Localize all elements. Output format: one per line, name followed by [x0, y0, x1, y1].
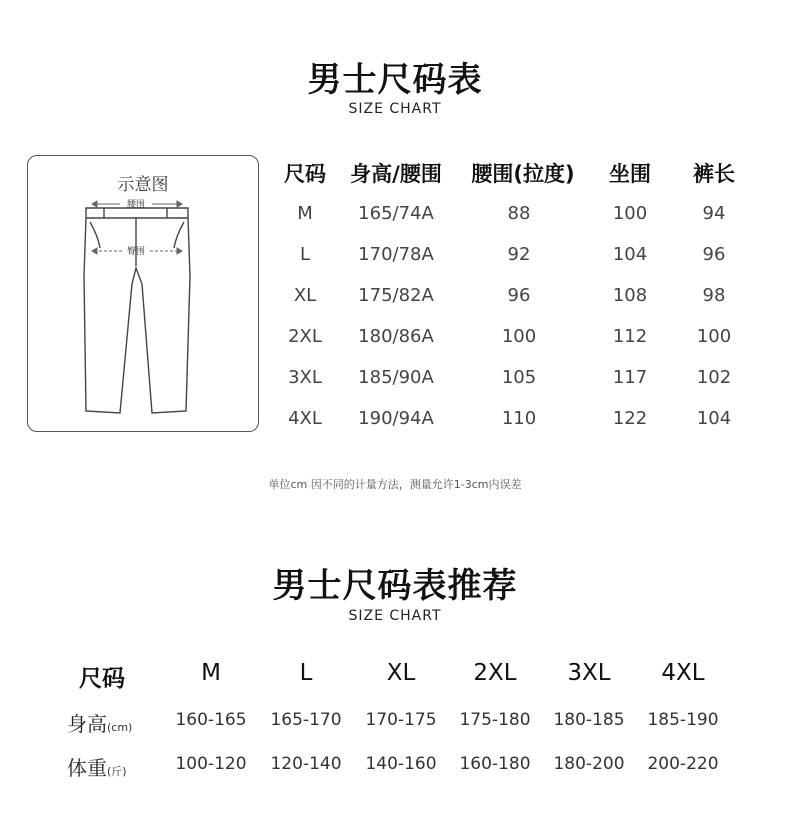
recommend-size-header: 3XL	[567, 660, 611, 686]
cell-length: 98	[702, 285, 726, 306]
cell-size: 2XL	[288, 326, 322, 347]
cell-hip: 104	[612, 244, 648, 265]
recommend-cell: 120-140	[270, 754, 342, 774]
cell-waist-stretch: 96	[507, 285, 531, 306]
row-label-text: 身高	[67, 712, 107, 736]
cell-size: XL	[293, 285, 317, 306]
measurement-note: 单位cm 因不同的计量方法，测量允许1-3cm内误差	[268, 478, 522, 491]
cell-waist-stretch: 92	[507, 244, 531, 265]
recommend-size-header: 4XL	[661, 660, 705, 686]
cell-waist-stretch: 105	[501, 367, 537, 388]
cell-height-waist: 180/86A	[358, 326, 434, 347]
recommend-cell: 140-160	[365, 754, 437, 774]
cell-height-waist: 170/78A	[358, 244, 434, 265]
recommend-size-header: M	[201, 660, 221, 686]
row-label-text: 体重	[67, 756, 107, 780]
cell-length: 102	[696, 367, 732, 388]
recommend-cell: 175-180	[459, 710, 531, 730]
cell-length: 104	[696, 408, 732, 429]
recommend-size-header: L	[299, 660, 313, 686]
cell-hip: 112	[612, 326, 648, 347]
recommend-size-header: 2XL	[473, 660, 517, 686]
cell-length: 100	[696, 326, 732, 347]
pants-diagram	[27, 155, 259, 432]
recommend-row-label	[67, 708, 132, 737]
header-hip: 坐围	[609, 162, 651, 186]
cell-length: 96	[702, 244, 726, 265]
cell-hip: 108	[612, 285, 648, 306]
diagram-title: 示意图	[117, 175, 169, 195]
cell-height-waist: 185/90A	[358, 367, 434, 388]
cell-height-waist: 165/74A	[358, 203, 434, 224]
cell-waist-stretch: 110	[501, 408, 537, 429]
recommend-cell: 180-200	[553, 754, 625, 774]
size-chart-subtitle: SIZE CHART	[348, 101, 442, 117]
pants-outline-icon	[28, 156, 260, 433]
cell-length: 94	[702, 203, 726, 224]
recommend-subtitle: SIZE CHART	[348, 608, 442, 624]
recommend-header-size: 尺码	[79, 666, 125, 692]
cell-waist-stretch: 100	[501, 326, 537, 347]
row-label-unit: (斤)	[107, 765, 127, 778]
header-height-waist: 身高/腰围	[350, 162, 442, 186]
recommend-cell: 100-120	[175, 754, 247, 774]
cell-size: M	[297, 203, 313, 224]
cell-height-waist: 175/82A	[358, 285, 434, 306]
recommend-cell: 200-220	[647, 754, 719, 774]
recommend-cell: 185-190	[647, 710, 719, 730]
cell-size: 3XL	[288, 367, 322, 388]
row-label-unit: (cm)	[107, 721, 133, 734]
cell-hip: 117	[612, 367, 648, 388]
recommend-cell: 165-170	[270, 710, 342, 730]
recommend-cell: 160-165	[175, 710, 247, 730]
recommend-title: 男士尺码表推荐	[272, 566, 518, 606]
recommend-cell: 160-180	[459, 754, 531, 774]
recommend-row-label	[67, 752, 127, 781]
cell-hip: 100	[612, 203, 648, 224]
cell-hip: 122	[612, 408, 648, 429]
recommend-cell: 170-175	[365, 710, 437, 730]
cell-size: L	[299, 244, 311, 265]
header-length: 裤长	[693, 162, 735, 186]
recommend-cell: 180-185	[553, 710, 625, 730]
header-size: 尺码	[284, 162, 326, 186]
cell-waist-stretch: 88	[507, 203, 531, 224]
hip-label: 臀围	[126, 247, 146, 257]
recommend-size-header: XL	[386, 660, 416, 686]
header-waist-stretch: 腰围(拉度)	[471, 162, 575, 186]
cell-height-waist: 190/94A	[358, 408, 434, 429]
size-chart-title: 男士尺码表	[307, 60, 483, 100]
cell-size: 4XL	[288, 408, 322, 429]
waist-label: 腰围	[126, 200, 146, 210]
